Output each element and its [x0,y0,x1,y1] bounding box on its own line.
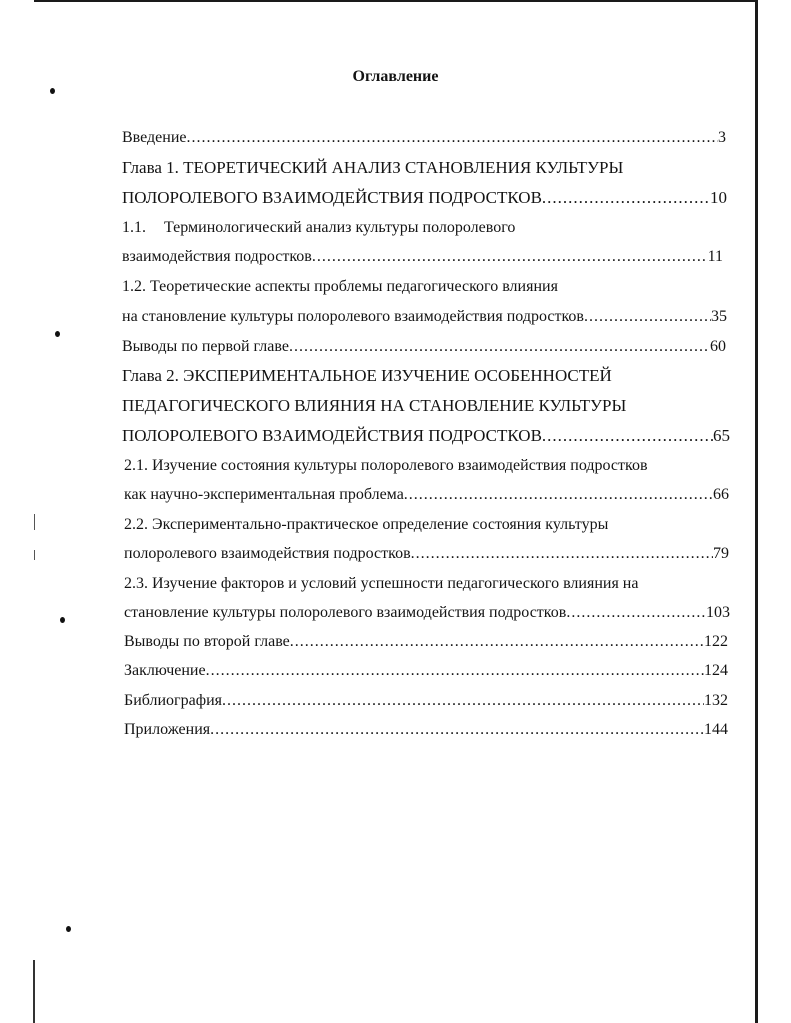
toc-page-number: 122 [704,633,728,650]
toc-section-1-2-line-1 [122,276,558,298]
toc-chapter-1-line-1 [122,157,623,179]
toc-entry-text: 2.3. Изучение факторов и условий успешности педагогического влияния на [124,575,639,592]
toc-chapter-2-line-2 [122,395,626,417]
toc-entry-text: как научно-экспериментальная проблема [124,486,404,503]
toc-section-number: 1.1. [122,219,146,236]
toc-section-1-1 [122,246,723,268]
toc-page-number: 60 [710,338,726,355]
toc-section-1-2 [122,306,727,328]
toc-conclusions-chapter-2 [124,631,728,653]
toc-page-number: 132 [704,692,728,709]
toc-section-2-3 [124,602,730,624]
toc-page-number: 10 [710,188,727,207]
toc-page-number: 103 [706,604,730,621]
toc-chapter-1 [122,187,727,209]
toc-leader-dots [222,690,704,712]
toc-page-number: 66 [713,486,729,503]
scan-speck [50,88,55,94]
toc-chapter-2 [122,425,730,447]
toc-leader-dots [289,336,710,358]
scan-edge-left [33,960,35,1023]
toc-bibliography [124,690,728,712]
toc-page-number: 3 [718,129,726,146]
toc-entry-text: Заключение [124,662,206,679]
toc-entry-text: 2.2. Экспериментально-практическое определение состояния культуры [124,516,609,533]
toc-page-number: 35 [711,308,727,325]
page-title: Оглавление [352,68,439,85]
toc-page-number: 124 [704,662,728,679]
toc-entry-text: Выводы по первой главе [122,338,289,355]
toc-entry-text: Терминологический анализ культуры полоролевого [164,219,516,236]
toc-page-number: 79 [713,545,729,562]
toc-entry-intro [122,127,726,149]
toc-page-number: 144 [704,721,728,738]
toc-page-number: 65 [713,426,730,445]
scan-speck [66,926,71,932]
toc-entry-text: взаимодействия подростков [122,248,312,265]
toc-entry-text: 2.1. Изучение состояния культуры полоролевого взаимодействия подростков [124,457,648,474]
toc-entry-text: Глава 2. ЭКСПЕРИМЕНТАЛЬНОЕ ИЗУЧЕНИЕ ОСОБЕННОСТЕЙ [122,366,612,385]
toc-entry-text: Глава 1. ТЕОРЕТИЧЕСКИЙ АНАЛИЗ СТАНОВЛЕНИЯ КУЛЬТУРЫ [122,158,624,177]
toc-leader-dots [312,246,708,268]
toc-entry-text: Приложения [124,721,211,738]
toc-section-2-2 [124,543,729,565]
toc-section-2-1-line-1 [124,455,648,477]
toc-entry-text: 1.2. Теоретические аспекты проблемы педагогического влияния [122,278,558,295]
toc-entry-text: на становление культуры полоролевого взаимодействия подростков [122,308,584,325]
toc-leader-dots [290,631,704,653]
toc-leader-dots [206,660,704,682]
toc-entry-text: полоролевого взаимодействия подростков [124,545,411,562]
toc-chapter-2-line-1 [122,365,612,387]
toc-entry-text: Библиография [124,692,222,709]
toc-entry-text: Введение [122,129,187,146]
toc-section-2-2-line-1 [124,514,608,536]
toc-leader-dots [404,484,713,506]
toc-entry-text: Выводы по второй главе [124,633,290,650]
scan-mark [34,514,35,530]
toc-section-2-3-line-1 [124,573,638,595]
toc-conclusions-chapter-1 [122,336,726,358]
toc-leader-dots [187,127,719,149]
toc-leader-dots [584,306,711,328]
toc-conclusion [124,660,728,682]
scan-edge-right [755,0,758,1023]
scan-speck [60,617,65,623]
scan-mark [34,550,35,560]
toc-appendices [124,719,728,741]
toc-leader-dots [411,543,713,565]
toc-leader-dots [210,719,704,741]
scan-speck [55,331,60,337]
toc-entry-text: ПОЛОРОЛЕВОГО ВЗАИМОДЕЙСТВИЯ ПОДРОСТКОВ [122,188,542,207]
toc-page-number: 11 [707,248,723,265]
toc-entry-text: становление культуры полоролевого взаимодействия подростков [124,604,567,621]
toc-entry-text: ПЕДАГОГИЧЕСКОГО ВЛИЯНИЯ НА СТАНОВЛЕНИЕ КУЛЬТУРЫ [122,396,627,415]
toc-section-2-1 [124,484,729,506]
scan-edge-top [34,0,756,2]
toc-entry-text: ПОЛОРОЛЕВОГО ВЗАИМОДЕЙСТВИЯ ПОДРОСТКОВ [122,426,542,445]
toc-leader-dots [542,425,713,447]
toc-section-1-1-line-1 [122,217,515,239]
toc-leader-dots [542,187,710,209]
toc-leader-dots [566,602,706,624]
